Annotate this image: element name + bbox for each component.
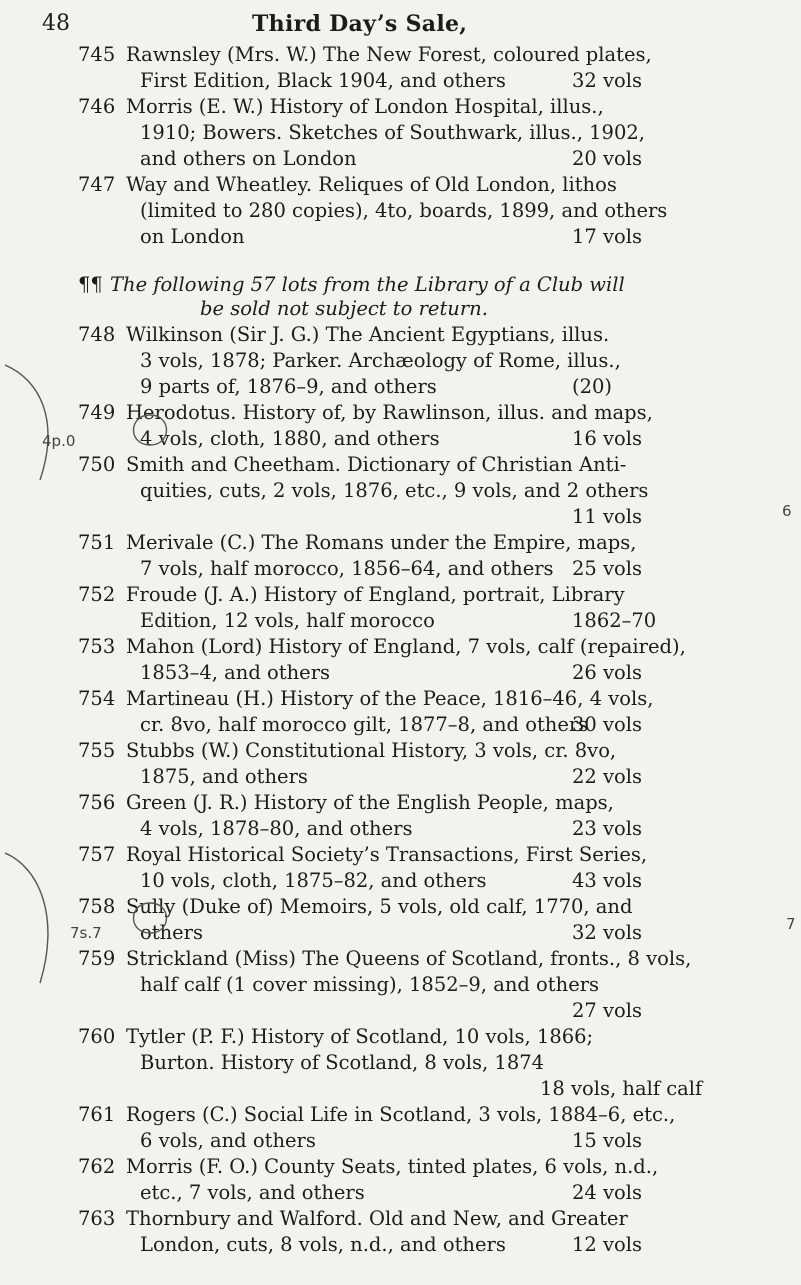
lot-quantity: 11 vols [572, 505, 643, 528]
lot-number: 755 [78, 739, 116, 762]
lot-entry [0, 530, 801, 582]
lot-quantity: 20 vols [572, 147, 643, 170]
lot-number: 746 [78, 95, 116, 118]
lot-line [0, 172, 801, 198]
lot-line [0, 790, 801, 816]
lot-description: Rogers (C.) Social Life in Scotland, 3 vols, 1884–6, etc., [126, 1103, 676, 1126]
lot-description: Thornbury and Walford. Old and New, and Greater [126, 1207, 628, 1230]
lot-description: 4 vols, 1878–80, and others [140, 817, 413, 840]
lot-entry [0, 1154, 801, 1206]
lot-entry [0, 1206, 801, 1258]
lot-number: 745 [78, 43, 116, 66]
lot-number: 747 [78, 173, 116, 196]
lot-number: 754 [78, 687, 116, 710]
lot-line [0, 1232, 801, 1258]
lot-line [0, 556, 801, 582]
lot-description: 1875, and others [140, 765, 308, 788]
lot-description: 4 vols, cloth, 1880, and others [140, 427, 440, 450]
lot-description: others [140, 921, 204, 944]
lot-quantity: 25 vols [572, 557, 643, 580]
lot-description: (limited to 280 copies), 4to, boards, 1899, and others [140, 199, 668, 222]
margin-bracket-749 [0, 360, 200, 500]
lot-description: Morris (E. W.) History of London Hospital, illus., [126, 95, 604, 118]
lot-description: Green (J. R.) History of the English People, maps, [126, 791, 614, 814]
lot-entry [0, 738, 801, 790]
page-header [42, 6, 771, 42]
lot-number: 757 [78, 843, 116, 866]
lot-description: 7 vols, half morocco, 1856–64, and others [140, 557, 554, 580]
lot-quantity: 30 vols [572, 713, 643, 736]
lot-number: 761 [78, 1103, 116, 1126]
lot-number: 760 [78, 1025, 116, 1048]
margin-bracket-757 [0, 848, 200, 998]
lot-description: Wilkinson (Sir J. G.) The Ancient Egyptians, illus. [126, 323, 610, 346]
lot-list [0, 42, 801, 1258]
lot-entry [0, 1024, 801, 1102]
lot-line [0, 1076, 801, 1102]
lot-quantity: 12 vols [572, 1233, 643, 1256]
lot-line [0, 1050, 801, 1076]
lot-description: Smith and Cheetham. Dictionary of Christian Anti- [126, 453, 627, 476]
lot-description: Mahon (Lord) History of England, 7 vols, calf (repaired), [126, 635, 686, 658]
lot-number: 750 [78, 453, 116, 476]
lot-description: Edition, 12 vols, half morocco [140, 609, 435, 632]
lot-description: cr. 8vo, half morocco gilt, 1877–8, and others [140, 713, 589, 736]
lot-number: 758 [78, 895, 116, 918]
lot-description: London, cuts, 8 vols, n.d., and others [140, 1233, 506, 1256]
lot-line [0, 530, 801, 556]
lot-line [0, 1102, 801, 1128]
lot-number: 759 [78, 947, 116, 970]
lot-description: 6 vols, and others [140, 1129, 316, 1152]
lot-line [0, 1128, 801, 1154]
page-number: 48 [42, 11, 70, 36]
lot-line [0, 1180, 801, 1206]
lot-line [0, 198, 801, 224]
lot-entry [0, 686, 801, 738]
lot-line [0, 608, 801, 634]
lot-line [0, 68, 801, 94]
lot-description: and others on London [140, 147, 357, 170]
lot-number: 763 [78, 1207, 116, 1230]
lot-number: 756 [78, 791, 116, 814]
lot-description: Strickland (Miss) The Queens of Scotland, fronts., 8 vols, [126, 947, 692, 970]
lot-number: 751 [78, 531, 116, 554]
lot-entry [0, 634, 801, 686]
lot-description: Morris (F. O.) County Seats, tinted plates, 6 vols, n.d., [126, 1155, 659, 1178]
lot-description: Froude (J. A.) History of England, portrait, Library [126, 583, 625, 606]
margin-mark-right-756: 7 [786, 915, 796, 933]
lot-quantity: 18 vols, half calf [540, 1077, 703, 1100]
lot-description: Way and Wheatley. Reliques of Old London, lithos [126, 173, 617, 196]
lot-description: quities, cuts, 2 vols, 1876, etc., 9 vols, and 2 others [140, 479, 649, 502]
lot-description: Tytler (P. F.) History of Scotland, 10 vols, 1866; [126, 1025, 594, 1048]
lot-line [0, 582, 801, 608]
lot-description: Royal Historical Society’s Transactions, First Series, [126, 843, 648, 866]
lot-description: etc., 7 vols, and others [140, 1181, 365, 1204]
lot-description: Martineau (H.) History of the Peace, 1816–46, 4 vols, [126, 687, 654, 710]
page-title: Third Day’s Sale, [252, 11, 468, 37]
lot-line [0, 764, 801, 790]
lot-quantity: 43 vols [572, 869, 643, 892]
lot-entry [0, 94, 801, 172]
lot-entry [0, 42, 801, 94]
lot-entry [0, 172, 801, 250]
lot-description: Herodotus. History of, by Rawlinson, illus. and maps, [126, 401, 653, 424]
section-note [0, 266, 801, 322]
margin-note-757: 7s.7 [70, 924, 102, 942]
lot-entry [0, 1102, 801, 1154]
lot-entry [0, 582, 801, 634]
lot-quantity: 17 vols [572, 225, 643, 248]
lot-number: 749 [78, 401, 116, 424]
lot-quantity: 24 vols [572, 1181, 643, 1204]
lot-description: half calf (1 cover missing), 1852–9, and others [140, 973, 600, 996]
lot-description: 9 parts of, 1876–9, and others [140, 375, 437, 398]
lot-quantity: 27 vols [572, 999, 643, 1022]
lot-description: Sully (Duke of) Memoirs, 5 vols, old calf, 1770, and [126, 895, 633, 918]
note-line-2: be sold not subject to return. [200, 297, 488, 320]
note-line-1: The following 57 lots from the Library of a Club will [110, 273, 625, 296]
lot-description: Rawnsley (Mrs. W.) The New Forest, coloured plates, [126, 43, 652, 66]
lot-description: 3 vols, 1878; Parker. Archæology of Rome, illus., [140, 349, 621, 372]
lot-description: Burton. History of Scotland, 8 vols, 1874 [140, 1051, 545, 1074]
lot-line [0, 998, 801, 1024]
lot-description: First Edition, Black 1904, and others [140, 69, 506, 92]
lot-line [0, 686, 801, 712]
lot-description: 1853–4, and others [140, 661, 331, 684]
lot-quantity: 22 vols [572, 765, 643, 788]
lot-line [0, 1154, 801, 1180]
lot-description: Merivale (C.) The Romans under the Empire, maps, [126, 531, 637, 554]
lot-quantity: 1862–70 [572, 609, 657, 632]
lot-line [0, 660, 801, 686]
lot-line [0, 322, 801, 348]
lot-description: 10 vols, cloth, 1875–82, and others [140, 869, 487, 892]
lot-line [0, 146, 801, 172]
margin-note-749: 4p.0 [42, 432, 76, 450]
paragraph-mark: ¶¶ [78, 273, 103, 296]
lot-description: 1910; Bowers. Sketches of Southwark, illus., 1902, [140, 121, 645, 144]
lot-line [0, 738, 801, 764]
lot-line [0, 816, 801, 842]
lot-line [0, 1206, 801, 1232]
lot-line [0, 224, 801, 250]
lot-quantity: 15 vols [572, 1129, 643, 1152]
lot-entry [0, 790, 801, 842]
lot-number: 748 [78, 323, 116, 346]
lot-line [0, 504, 801, 530]
lot-quantity: (20) [572, 375, 613, 398]
lot-number: 762 [78, 1155, 116, 1178]
lot-number: 752 [78, 583, 116, 606]
lot-quantity: 16 vols [572, 427, 643, 450]
lot-line [0, 634, 801, 660]
lot-quantity: 26 vols [572, 661, 643, 684]
lot-line [0, 42, 801, 68]
lot-line [0, 120, 801, 146]
margin-mark-right-750: 6 [782, 502, 792, 520]
lot-quantity: 32 vols [572, 921, 643, 944]
lot-quantity: 32 vols [572, 69, 643, 92]
lot-quantity: 23 vols [572, 817, 643, 840]
lot-description: on London [140, 225, 245, 248]
lot-line [0, 1024, 801, 1050]
lot-number: 753 [78, 635, 116, 658]
lot-description: Stubbs (W.) Constitutional History, 3 vols, cr. 8vo, [126, 739, 617, 762]
lot-line [0, 94, 801, 120]
lot-line [0, 712, 801, 738]
